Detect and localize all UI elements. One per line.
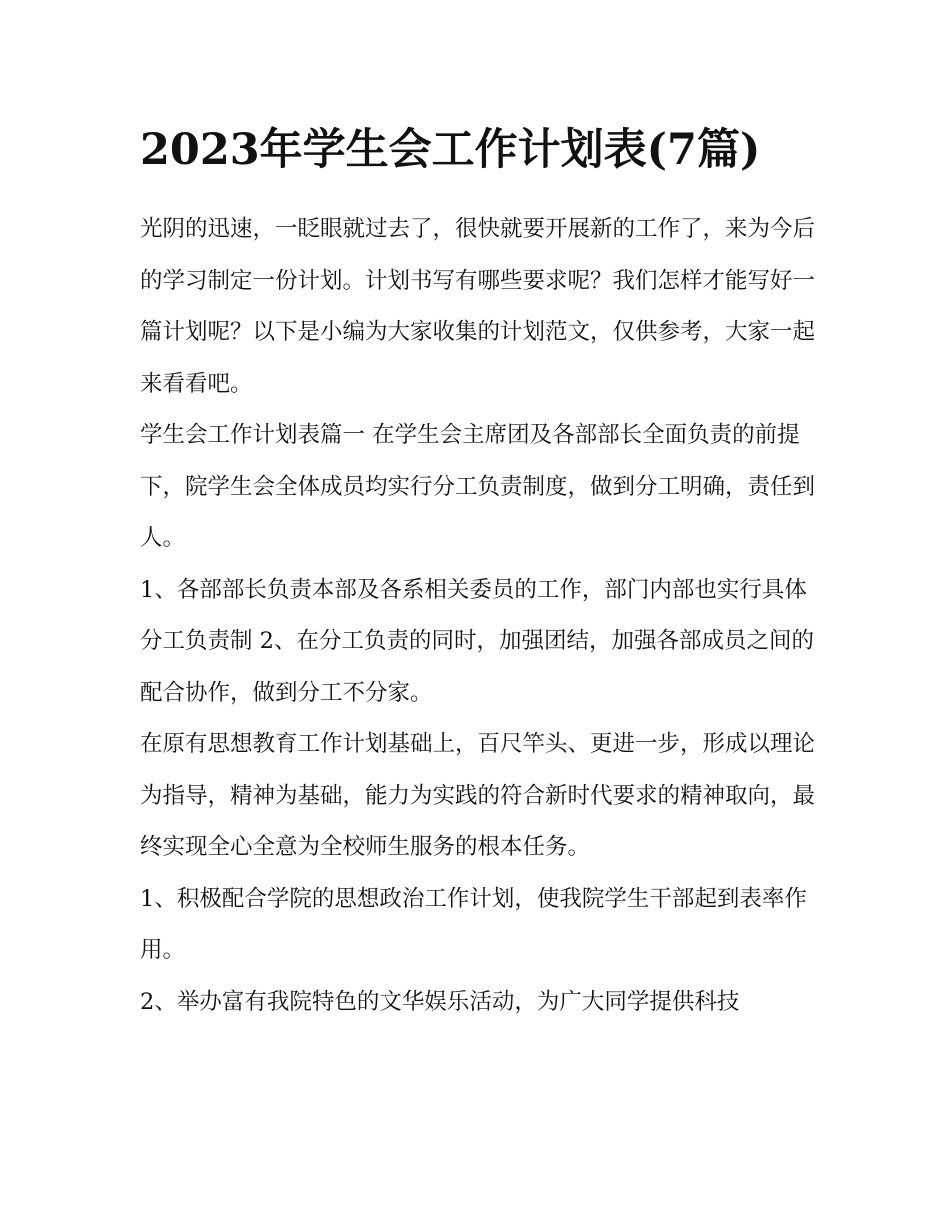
paragraph-political-work: 1、积极配合学院的思想政治工作计划，使我院学生干部起到表率作用。 xyxy=(140,885,807,963)
paragraph-section-one: 学生会工作计划表篇一 在学生会主席团及各部部长全面负责的前提下，院学生会全体成员均实行分工负责制度，做到分工明确，责任到人。 xyxy=(140,422,816,551)
document-title: 2023年学生会工作计划表(7篇) xyxy=(140,125,761,175)
paragraph-cultural-activities: 2、举办富有我院特色的文华娱乐活动，为广大同学提供科技 xyxy=(140,988,740,1015)
document-body xyxy=(140,204,820,1028)
paragraph-education-plan: 在原有思想教育工作计划基础上，百尺竿头、更进一步，形成以理论为指导，精神为基础，能力为实践的符合新时代要求的精神取向，最终实现全心全意为全校师生服务的根本任务。 xyxy=(140,731,816,860)
paragraph-responsibility: 1、各部部长负责本部及各系相关委员的工作，部门内部也实行具体分工负责制 2、在分工负责的同时，加强团结，加强各部成员之间的配合协作，做到分工不分家。 xyxy=(140,576,814,706)
document-content xyxy=(140,112,820,1028)
paragraph-intro: 光阴的迅速，一眨眼就过去了，很快就要开展新的工作了，来为今后的学习制定一份计划。计划书写有哪些要求呢？我们怎样才能写好一篇计划呢？以下是小编为大家收集的计划范文，仅供参考，大家一起来看看吧。 xyxy=(140,216,816,397)
